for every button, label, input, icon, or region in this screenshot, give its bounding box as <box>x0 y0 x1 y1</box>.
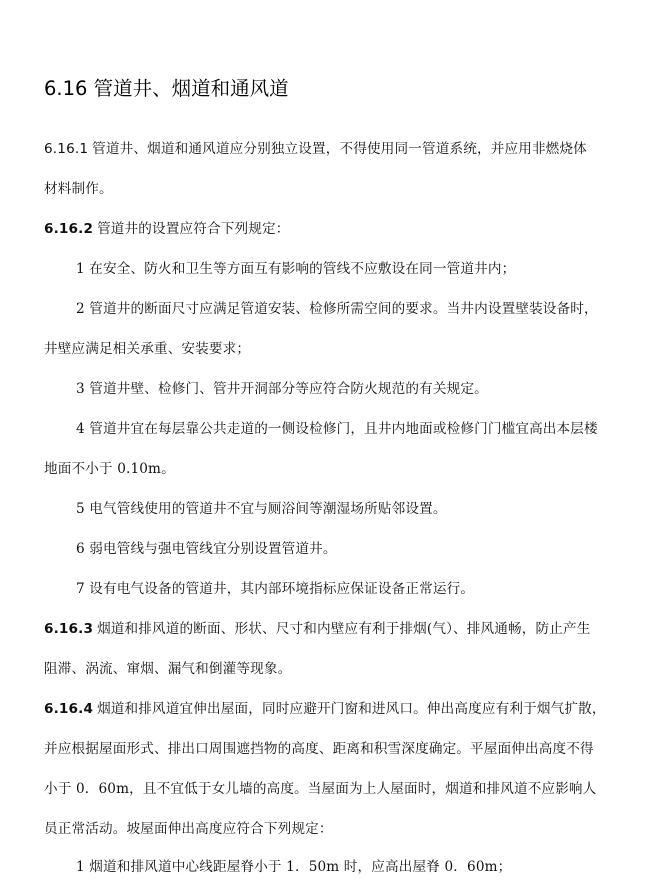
list-item-2-line-1 <box>76 300 598 318</box>
list-item-text: 7 设有电气设备的管道井，其内部环境指标应保证设备正常运行。 <box>76 581 475 597</box>
list-item-text: 1 烟道和排风道中心线距屋脊小于 1．50m 时，应高出屋脊 0．60m； <box>76 859 512 875</box>
clause-6-16-4-line-2 <box>44 740 594 758</box>
list-item-text: 6 弱电管线与强电管线宜分别设置管道井。 <box>76 541 337 557</box>
clause-text: 管道井的设置应符合下列规定： <box>97 221 290 237</box>
section-title: 管道井、烟道和通风道 <box>93 77 289 100</box>
clause-text: 管道井、烟道和通风道应分别独立设置，不得使用同一管道系统，并应用非燃烧体 <box>92 141 587 157</box>
clause-6-16-1-line-2 <box>44 180 113 198</box>
list-item-4-line-2 <box>44 460 175 478</box>
list-item-6-16-4-1 <box>76 858 511 876</box>
section-number: 6.16 <box>44 77 88 100</box>
clause-text: 材料制作。 <box>44 181 113 197</box>
list-item-text: 5 电气管线使用的管道井不宜与厕浴间等潮湿场所贴邻设置。 <box>76 501 447 517</box>
list-item-1 <box>76 260 515 278</box>
clause-text: 烟道和排风道的断面、形状、尺寸和内壁应有利于排烟(气）、排风通畅，防止产生 <box>97 621 591 637</box>
clause-6-16-4-line-4 <box>44 820 333 838</box>
list-item-4-line-1 <box>76 420 598 438</box>
clause-text: 烟道和排风道宜伸出屋面，同时应避开门窗和进风口。伸出高度应有利于烟气扩散， <box>97 701 606 717</box>
list-item-2-line-2 <box>44 340 250 358</box>
list-item-text: 3 管道井壁、检修门、管井开洞部分等应符合防火规范的有关规定。 <box>76 381 488 397</box>
clause-number: 6.16.2 <box>44 221 94 237</box>
clause-6-16-3-line-1 <box>44 620 591 638</box>
list-item-7 <box>76 580 474 598</box>
clause-text: 并应根据屋面形式、排出口周围遮挡物的高度、距离和积雪深度确定。平屋面伸出高度不得 <box>44 741 594 757</box>
clause-text: 小于 0．60m，且不宜低于女儿墙的高度。当屋面为上人屋面时，烟道和排风道不应影响人 <box>44 781 597 797</box>
clause-number: 6.16.1 <box>44 141 89 157</box>
clause-6-16-4-line-1 <box>44 700 606 718</box>
list-item-text: 4 管道井宜在每层靠公共走道的一侧设检修门，且井内地面或检修门门槛宜高出本层楼 <box>76 421 598 437</box>
list-item-6 <box>76 540 337 558</box>
clause-6-16-1-line-1 <box>44 140 587 158</box>
clause-6-16-2 <box>44 220 289 238</box>
list-item-text: 地面不小于 0.10m。 <box>44 461 175 477</box>
clause-6-16-3-line-2 <box>44 660 291 678</box>
list-item-5 <box>76 500 447 518</box>
list-item-text: 1 在安全、防火和卫生等方面互有影响的管线不应敷设在同一管道井内； <box>76 261 516 277</box>
clause-number: 6.16.3 <box>44 621 94 637</box>
section-heading <box>44 76 289 102</box>
clause-number: 6.16.4 <box>44 701 94 717</box>
list-item-3 <box>76 380 488 398</box>
clause-text: 阻滞、涡流、窜烟、漏气和倒灌等现象。 <box>44 661 292 677</box>
clause-6-16-4-line-3 <box>44 780 596 798</box>
list-item-text: 2 管道井的断面尺寸应满足管道安装、检修所需空间的要求。当井内设置壁装设备时， <box>76 301 598 317</box>
list-item-text: 井壁应满足相关承重、安装要求； <box>44 341 251 357</box>
clause-text: 员正常活动。坡屋面伸出高度应符合下列规定： <box>44 821 333 837</box>
